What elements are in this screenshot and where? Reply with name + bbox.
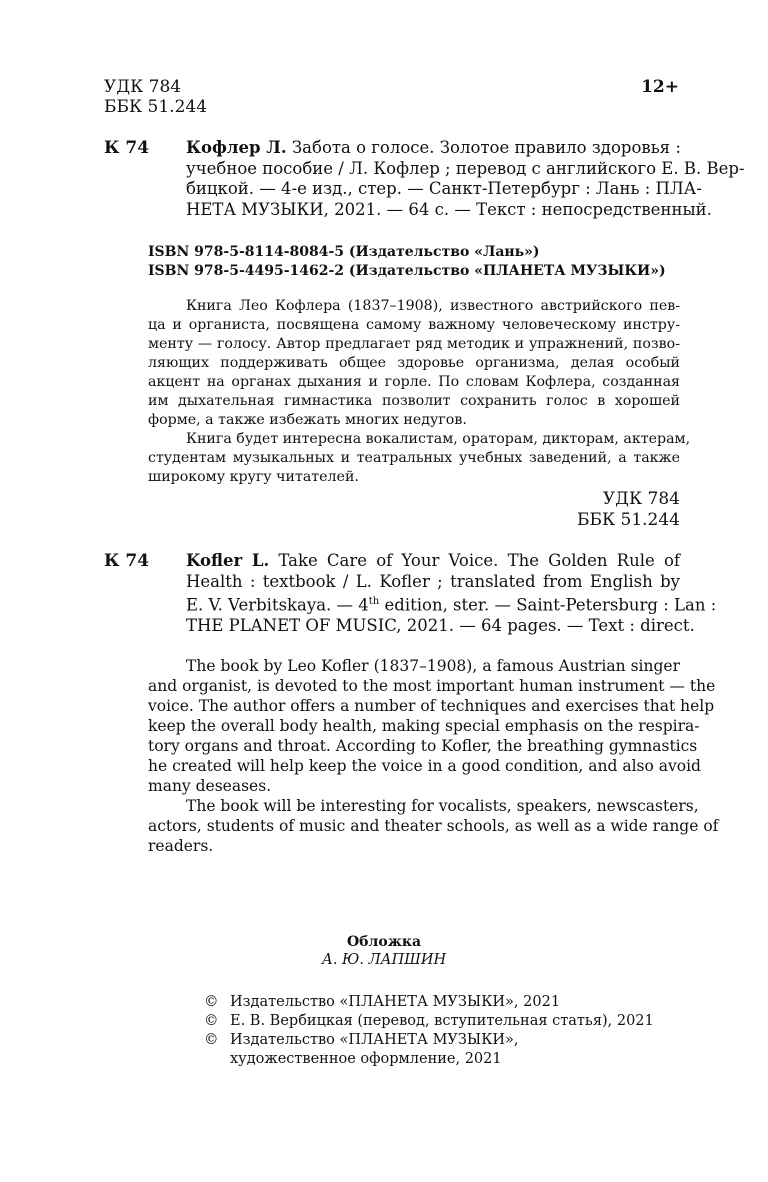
udk-code: УДК 784 bbox=[602, 489, 680, 509]
copyright-line: © Издательство «ПЛАНЕТА МУЗЫКИ», 2021 bbox=[204, 994, 561, 1010]
abstract-line: tory organs and throat. According to Kofler, the breathing gymnastics bbox=[148, 737, 698, 755]
abstract-line: им дыхательная гимнастика позволит сохранить голос в хорошей bbox=[148, 393, 680, 409]
bibliographic-entry-ru bbox=[186, 138, 745, 220]
abstract-line: ляющих поддерживать общее здоровье организма, делая особый bbox=[148, 355, 680, 371]
abstract-line: and organist, is devoted to the most important human instrument — the bbox=[148, 677, 716, 695]
author-mark-ru: К 74 bbox=[104, 138, 150, 158]
abstract-line: форме, а также избежать многих недугов. bbox=[148, 412, 467, 428]
classification-top bbox=[104, 77, 207, 117]
abstract-line: Книга будет интересна вокалистам, ораторам, дикторам, актерам, bbox=[186, 431, 691, 447]
entry-line: учебное пособие / Л. Кофлер ; перевод с английского Е. В. Вер- bbox=[186, 158, 745, 178]
abstract-en-para2 bbox=[186, 796, 699, 816]
abstract-line: readers. bbox=[148, 837, 214, 855]
abstract-line: The book will be interesting for vocalists, speakers, newscasters, bbox=[186, 797, 699, 815]
author-name: Kofler L. bbox=[186, 551, 270, 570]
classification-ru bbox=[577, 489, 680, 530]
entry-line: НЕТА МУЗЫКИ, 2021. — 64 с. — Текст : непосредственный. bbox=[186, 199, 712, 219]
abstract-line: keep the overall body health, making special emphasis on the respira- bbox=[148, 717, 700, 735]
abstract-line: Книга Лео Кофлера (1837–1908), известного австрийского пев- bbox=[186, 298, 680, 314]
cover-designer: А. Ю. ЛАПШИН bbox=[321, 952, 447, 968]
isbn-planeta: ISBN 978-5-4495-1462-2 (Издательство «ПЛАНЕТА МУЗЫКИ») bbox=[148, 262, 666, 279]
cover-label: Обложка bbox=[346, 934, 422, 950]
abstract-line: actors, students of music and theater schools, as well as a wide range of bbox=[148, 817, 719, 835]
abstract-line: voice. The author offers a number of techniques and exercises that help bbox=[148, 697, 715, 715]
udk-code: УДК 784 bbox=[104, 77, 182, 97]
copyright-icon: © bbox=[204, 994, 219, 1010]
abstract-line: менту — голосу. Автор предлагает ряд методик и упражнений, позво- bbox=[148, 336, 680, 352]
abstract-en-para2-body bbox=[148, 816, 719, 856]
abstract-line: The book by Leo Kofler (1837–1908), a famous Austrian singer bbox=[186, 657, 680, 675]
abstract-line: акцент на органах дыхания и горле. По словам Кофлера, созданная bbox=[148, 374, 680, 390]
abstract-line: many deseases. bbox=[148, 777, 272, 795]
entry-line: Kofler L. Take Care of Your Voice. The Golden Rule of bbox=[186, 551, 680, 570]
entry-line: бицкой. — 4-е изд., стер. — Санкт-Петербург : Лань : ПЛА- bbox=[186, 179, 702, 198]
entry-line: E. V. Verbitskaya. — 4th edition, ster. — Saint-Petersburg : Lan : bbox=[186, 595, 717, 615]
entry-line: Health : textbook / L. Kofler ; translated from English by bbox=[186, 571, 680, 591]
entry-line: Кофлер Л. Забота о голосе. Золотое правило здоровья : bbox=[186, 138, 681, 157]
abstract-line: студентам музыкальных и театральных учебных заведений, а также bbox=[148, 450, 680, 466]
isbn-block bbox=[148, 243, 666, 280]
abstract-ru bbox=[148, 297, 691, 487]
author-mark-en: К 74 bbox=[104, 551, 150, 571]
abstract-line: ца и органиста, посвящена самому важному человеческому инстру- bbox=[148, 317, 680, 333]
abstract-en-body bbox=[148, 676, 716, 796]
entry-line: THE PLANET OF MUSIC, 2021. — 64 pages. — Text : direct. bbox=[186, 616, 695, 635]
copyright-line: © Е. В. Вербицкая (перевод, вступительная статья), 2021 bbox=[204, 1013, 654, 1029]
bibliographic-entry-en bbox=[186, 551, 717, 637]
copyright-line: © Издательство «ПЛАНЕТА МУЗЫКИ», bbox=[204, 1032, 519, 1048]
bbk-code: ББК 51.244 bbox=[576, 509, 680, 530]
abstract-en bbox=[186, 656, 680, 676]
copyright-line: художественное оформление, 2021 bbox=[230, 1051, 502, 1067]
copyright-icon: © bbox=[204, 1013, 219, 1029]
age-rating: 12+ bbox=[641, 77, 679, 97]
bbk-code: ББК 51.244 bbox=[104, 97, 208, 117]
copyright-block bbox=[204, 993, 654, 1069]
copyright-icon: © bbox=[204, 1032, 219, 1048]
isbn-lan: ISBN 978-5-8114-8084-5 (Издательство «Лань») bbox=[148, 244, 540, 260]
abstract-line: he created will help keep the voice in a good condition, and also avoid bbox=[148, 757, 701, 775]
author-name: Кофлер Л. bbox=[186, 138, 287, 157]
abstract-line: широкому кругу читателей. bbox=[148, 469, 359, 485]
